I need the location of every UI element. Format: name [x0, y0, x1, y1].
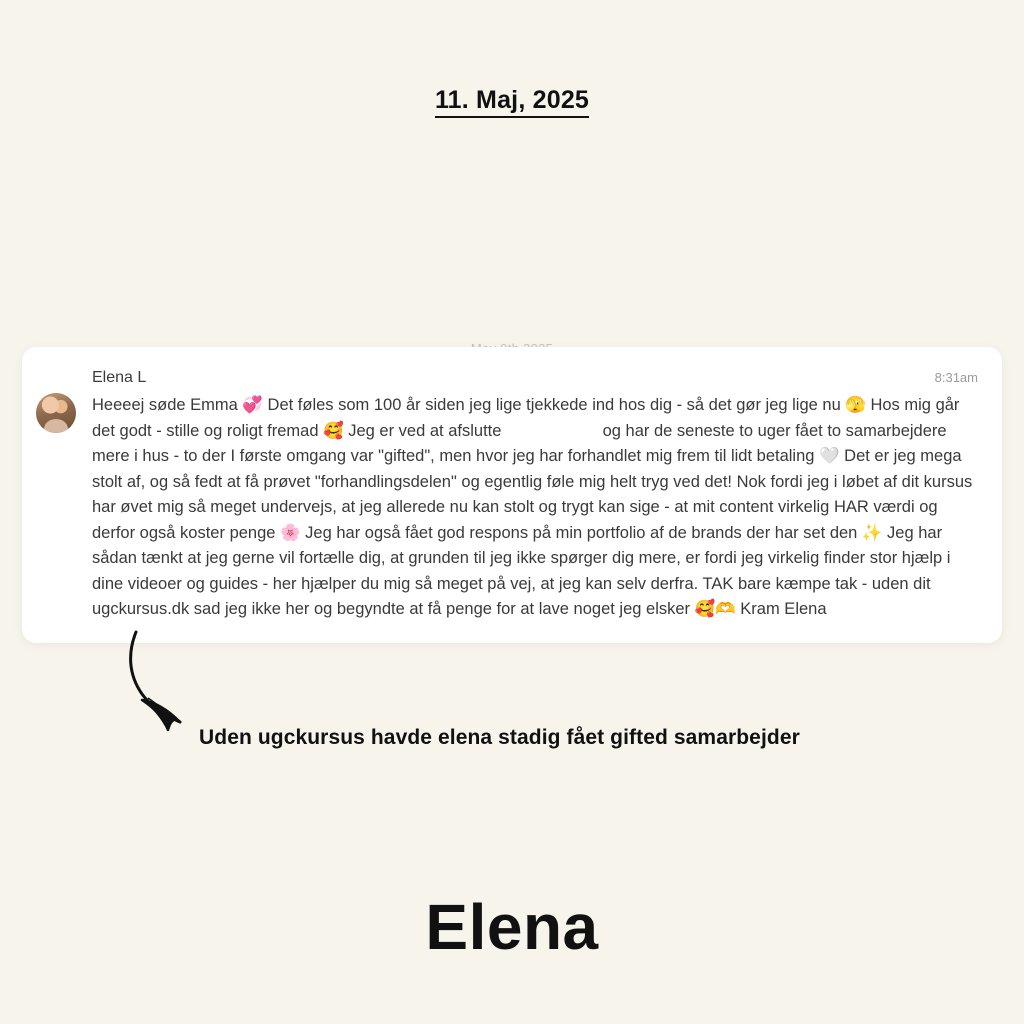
- footer-name: Elena: [425, 891, 599, 963]
- annotation-caption: Uden ugckursus havde elena stadig fået gifted samarbejder: [199, 726, 800, 749]
- page-title-text: 11. Maj, 2025: [435, 86, 589, 118]
- page-title: [0, 86, 1024, 115]
- chat-message-card: [22, 347, 1002, 643]
- message-body: [92, 369, 978, 623]
- message-header: [92, 369, 978, 387]
- message-row: [22, 347, 1002, 643]
- message-timestamp: 8:31am: [934, 370, 978, 385]
- message-text-part-1: Heeeej søde Emma 💞 Det føles som 100 år siden jeg lige tjekkede ind hos dig - så det gør jeg lige nu 🫣 Hos mig går det godt - stille og roligt fremad 🥰 Jeg er ved at afslutte: [92, 396, 960, 440]
- sender-name: Elena L: [92, 369, 147, 386]
- redacted-text-block: [506, 425, 598, 438]
- message-text: [92, 393, 978, 623]
- avatar: [36, 393, 76, 433]
- message-text-part-2: og har de seneste to uger fået to samarbejdere mere i hus - to der I første omgang var "gifted", men hvor jeg har forhandlet mig frem til lidt betaling 🤍 Det er jeg mega stolt af, og så fedt at få prøvet "forhandlingsdelen" og egentlig føle mig helt tryg ved det! Nok fordi jeg i løbet af dit kursus har øvet mig så meget undervejs, at jeg allerede nu kan stolt og trygt kan sige - at mit content virkelig HAR værdi og derfor også koster penge 🌸 Jeg har også fået god respons på min portfolio af de brands der har set den ✨ Jeg har sådan tænkt at jeg gerne vil fortælle dig, at grunden til jeg ikke spørger dig mere, er fordi jeg virkelig finder stor hjælp i dine videoer og guides - her hjælper du mig så meget på vej, at jeg kan selv derfra. TAK bare kæmpe tak - uden dit ugckursus.dk sad jeg ikke her og begyndte at få penge for at lave noget jeg elsker 🥰🫶 Kram Elena: [92, 421, 973, 618]
